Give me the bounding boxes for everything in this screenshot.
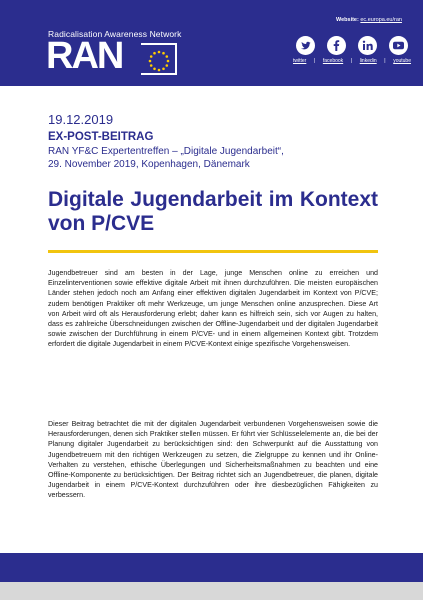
meeting-info: [48, 146, 378, 171]
linkedin-link[interactable]: linkedin: [359, 58, 377, 64]
meeting-line-1: RAN YF&C Expertentreffen – „Digitale Jugendarbeit“,: [48, 146, 284, 157]
link-separator: |: [350, 58, 353, 64]
ran-logo-text: RAN: [46, 35, 123, 77]
website-label: Website:: [336, 17, 359, 23]
facebook-icon[interactable]: [327, 36, 346, 55]
social-icons: [296, 36, 408, 56]
website-info: [336, 17, 402, 23]
link-separator: |: [384, 58, 386, 64]
footer-bar: [0, 553, 423, 582]
title-divider: [48, 250, 378, 253]
body-paragraph-1: Jugendbetreuer sind am besten in der Lage, junge Menschen online zu erreichen und Einzelinterventionen sowie effektive digitale Arbeit mit ihnen durchzuführen. Die meisten europäischen Länder stehen jedoch noch am Anfang einer effektiven digitalen Jugendarbeit im Kontext von P/CVE; zudem benötigen Praktiker oft mehr Werkzeuge, um junge Menschen online anzusprechen. Diese Art von Arbeit wird oft als Herausforderung erlebt; daher kann es hilfreich sein, sich vor Augen zu halten, dass es zahlreiche Überschneidungen zwischen der Offline-Jugendarbeit und der digitalen Jugendarbeit sowie zwischen der Durchführung in einem P/CVE- und in einem allgemeinen Kontext gibt. Trotzdem erfordert die digitale Jugendarbeit in einem P/CVE-Kontext einige spezifische Vorgehensweisen.: [48, 269, 378, 349]
youtube-icon[interactable]: [389, 36, 408, 55]
post-type: EX-POST-BEITRAG: [48, 131, 154, 143]
header-banner: [0, 0, 423, 86]
document-date: 19.12.2019: [48, 112, 114, 127]
meeting-line-2: 29. November 2019, Kopenhagen, Dänemark: [48, 158, 250, 170]
link-separator: |: [313, 58, 316, 64]
eu-stars-logo-icon: [141, 43, 177, 75]
footer-strip: [0, 582, 423, 600]
facebook-link[interactable]: facebook: [322, 58, 344, 64]
youtube-link[interactable]: youtube: [393, 58, 411, 64]
website-link[interactable]: ec.europa.eu/ran: [360, 17, 402, 23]
document-title: Digitale Jugendarbeit im Kontext von P/CVE: [48, 188, 378, 235]
body-paragraph-2: Dieser Beitrag betrachtet die mit der digitalen Jugendarbeit verbundenen Vorgehensweisen sowie die Herausforderungen, denen sich Praktiker stellen müssen. Er führt vier Schlüsselelemente an, die bei der Planung digitaler Jugendarbeit zu berücksichtigen sind: den Schwerpunkt auf die Ausstattung von Jugendbetreuern mit den richtigen Werkzeugen zu setzen, die Zielgruppe zu kennen und ihr Online-Verhalten zu verstehen, ethische Überlegungen und Sicherheitsmaßnahmen zu beachten und eine Offline-Komponente zu berücksichtigen. Der Beitrag richtet sich an Jugendbetreuer, die planen, digitale Jugendarbeit in einem P/CVE-Kontext durchzuführen oder ihre diesbezüglichen Fähigkeiten zu verbessern.: [48, 420, 378, 500]
linkedin-icon[interactable]: [358, 36, 377, 55]
network-name: Radicalisation Awareness Network: [48, 29, 182, 39]
social-links: [293, 58, 411, 64]
twitter-icon[interactable]: [296, 36, 315, 55]
twitter-link[interactable]: twitter: [293, 58, 307, 64]
